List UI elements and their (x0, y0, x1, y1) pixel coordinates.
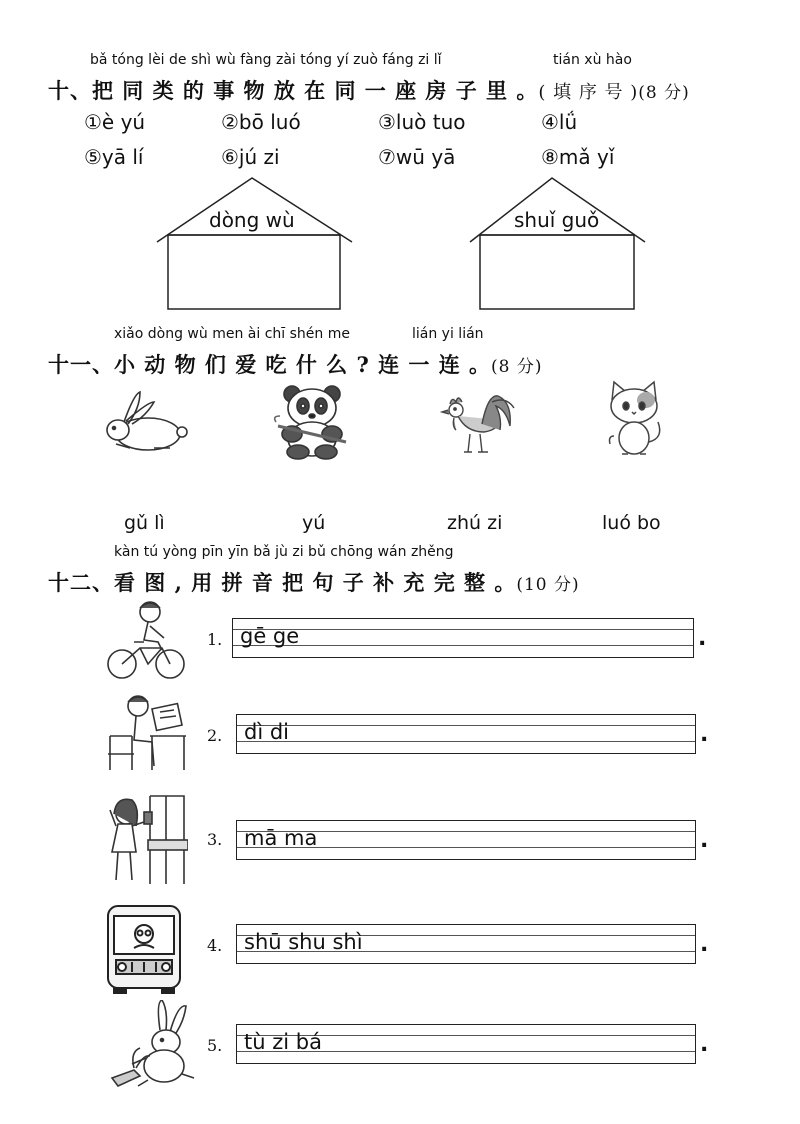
q12-pinyin: kàn tú yòng pīn yīn bǎ jù zi bǔ chōng wán zhěng (114, 544, 454, 560)
rabbit-pulling-radish-icon (104, 1000, 198, 1090)
sentence-start-1: gē ge (240, 624, 300, 648)
option-2: ②bō luó (221, 110, 301, 134)
q11-title (48, 349, 543, 379)
q11-title-text: 十一、小 动 物 们 爱 吃 什 么 ? 连 一 连 。 (48, 352, 492, 377)
item-number-4: 4. (207, 936, 223, 955)
option-4: ④lǘ (541, 110, 578, 134)
house-right-label: shuǐ guǒ (514, 208, 600, 232)
option-6: ⑥jú zi (221, 145, 280, 169)
sentence-start-2: dì di (244, 720, 290, 744)
item-number-2: 2. (207, 726, 223, 745)
q10-title-text: 十、把 同 类 的 事 物 放 在 同 一 座 房 子 里 。 (48, 78, 539, 103)
q11-score: (8 分) (491, 357, 543, 377)
q12-title (48, 567, 580, 597)
boy-reading-icon (104, 690, 188, 772)
q10-score: (8 分) (638, 83, 690, 103)
end-mark-5: . (700, 1032, 709, 1057)
writing-line-4[interactable] (236, 924, 696, 964)
option-3: ③luò tuo (378, 110, 466, 134)
q11-pinyin: xiǎo dòng wù men ài chī shén me (114, 326, 350, 342)
rabbit-icon[interactable] (100, 388, 190, 458)
option-1: ①è yú (84, 110, 146, 134)
sentence-start-4: shū shu shì (244, 930, 363, 954)
q12-score: (10 分) (516, 575, 580, 595)
q12-title-text: 十二、看 图 , 用 拼 音 把 句 子 补 充 完 整 。 (48, 570, 517, 595)
item-number-5: 5. (207, 1036, 223, 1055)
sentence-start-5: tù zi bá (244, 1030, 322, 1054)
bus-driver-icon (104, 902, 184, 994)
food-bamboo[interactable]: zhú zi (447, 512, 503, 534)
sentence-start-3: mā ma (244, 826, 318, 850)
writing-line-5[interactable] (236, 1024, 696, 1064)
item-number-1: 1. (207, 630, 223, 649)
writing-line-2[interactable] (236, 714, 696, 754)
food-grain[interactable]: gǔ lì (124, 512, 165, 534)
mother-window-icon (104, 790, 188, 890)
q10-pinyin-fill: tián xù hào (553, 52, 632, 68)
food-fish[interactable]: yú (302, 512, 326, 534)
cat-icon[interactable] (602, 378, 666, 460)
house-left-label: dòng wù (209, 208, 295, 232)
end-mark-2: . (700, 722, 709, 747)
q10-pinyin: bǎ tóng lèi de shì wù fàng zài tóng yí zuò fáng zi lǐ (90, 52, 442, 68)
item-number-3: 3. (207, 830, 223, 849)
q10-title (48, 75, 690, 105)
writing-line-3[interactable] (236, 820, 696, 860)
end-mark-4: . (700, 932, 709, 957)
house-left[interactable] (157, 178, 352, 309)
rooster-icon[interactable] (436, 392, 516, 462)
option-8: ⑧mǎ yǐ (541, 145, 615, 169)
end-mark-1: . (698, 626, 707, 651)
q11-pinyin-connect: lián yi lián (412, 326, 484, 342)
writing-line-1[interactable] (232, 618, 694, 658)
panda-icon[interactable] (272, 382, 354, 460)
q10-title-instruction: ( 填 序 号 ) (538, 82, 639, 103)
food-radish[interactable]: luó bo (602, 512, 661, 534)
boy-cycling-icon (104, 598, 188, 680)
option-7: ⑦wū yā (378, 145, 456, 169)
option-5: ⑤yā lí (84, 145, 144, 169)
end-mark-3: . (700, 828, 709, 853)
houses-drawing (0, 170, 800, 320)
house-right[interactable] (470, 178, 645, 309)
